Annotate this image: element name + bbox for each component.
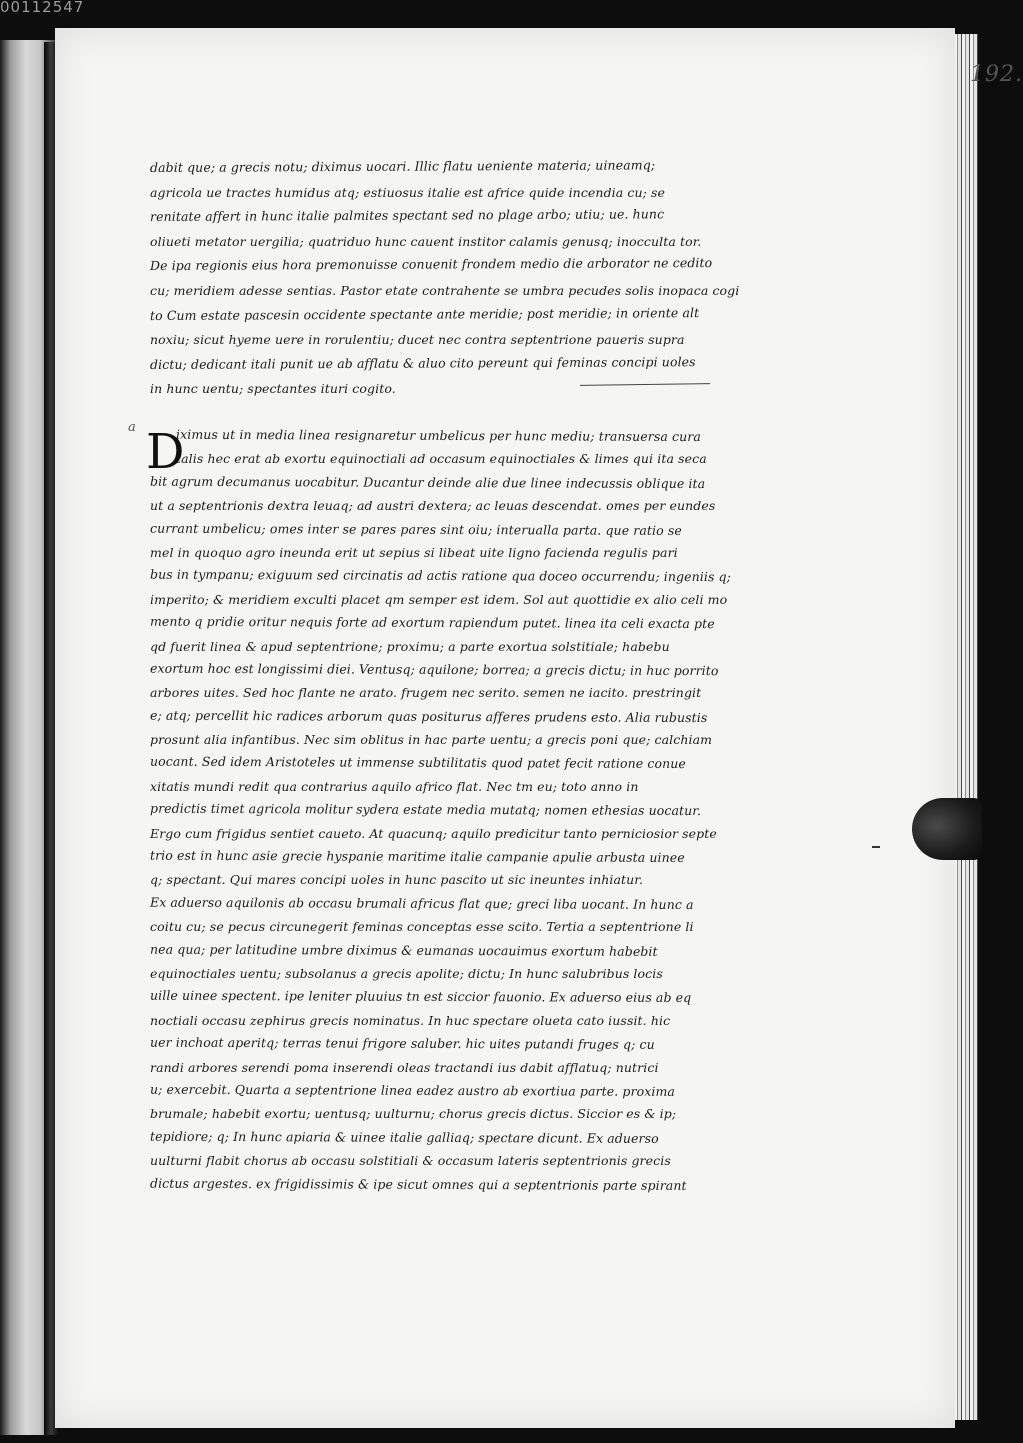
text-line: bus in tympanu; exiguum sed circinatis ad actis ratione qua doceo occurrendu; ingeniis q; <box>149 566 732 585</box>
text-line: xitatis mundi redit qua contrarius aquilo africo flat. Nec tm eu; toto anno in <box>150 778 639 794</box>
holder-thumb <box>912 798 982 860</box>
text-line: dictu; dedicant itali punit ue ab afflatu & aluo cito pereunt qui feminas concipi uoles <box>149 353 696 372</box>
text-line: ut a septentrionis dextra leuaq; ad austri dextera; ac leuas descendat. omes per eundes <box>150 498 716 514</box>
text-line: oliueti metator uergilia; quatriduo hunc cauent institor calamis genusq; inocculta tor. <box>150 233 702 249</box>
text-line: iximus ut in media linea resignaretur umbelicus per hunc mediu; transuersa cura <box>175 426 701 445</box>
text-line: bit agrum decumanus uocabitur. Ducantur deinde alie due linee indecussis oblique ita <box>149 473 706 491</box>
text-line: mento q pridie oritur nequis forte ad exortum rapiendum putet. linea ita celi exacta pte <box>149 613 715 632</box>
text-line: renitate affert in hunc italie palmites spectant sed no plage arbo; utiu; ue. hunc <box>149 206 665 225</box>
text-line: noctiali occasu zephirus grecis nominatus. In huc spectare olueta cato iussit. hic <box>150 1012 671 1028</box>
text-line: brumale; habebit exortu; uentusq; uulturnu; chorus grecis dictus. Siccior es & ip; <box>150 1106 677 1122</box>
text-line: arbores uites. Sed hoc flante ne arato. frugem nec serito. semen ne iacito. prestringit <box>150 685 702 701</box>
scan-identifier: 00112547 <box>0 0 85 16</box>
text-line: e; atq; percellit hic radices arborum quas positurus afferes prudens esto. Alia rubustis <box>149 707 708 725</box>
text-line: uille uinee spectent. ipe leniter pluuius tn est siccior fauonio. Ex aduerso eius ab eq <box>149 988 692 1006</box>
folio-number: 192. <box>970 62 1023 87</box>
text-line: dabit que; a grecis notu; diximus uocari. Illic flatu ueniente materia; uineamq; <box>149 157 656 175</box>
paragraph-1 <box>150 156 775 402</box>
text-line: Ergo cum frigidus sentiet caueto. At quacunq; aquilo predicitur tanto perniciosior septe <box>150 825 717 841</box>
text-line: tepidiore; q; In hunc apiaria & uinee italie galliaq; spectare dicunt. Ex aduerso <box>149 1128 659 1146</box>
text-line: Ex aduerso aquilonis ab occasu brumali africus flat que; greci liba uocant. In hunc a <box>149 894 694 912</box>
text-line: uer inchoat aperitq; terras tenui frigore saluber. hic uites putandi fruges q; cu <box>149 1034 655 1052</box>
text-line: talis hec erat ab exortu equinoctiali ad occasum equinoctiales & limes qui ita seca <box>176 451 707 467</box>
margin-tick-mark <box>872 846 880 848</box>
text-line: qd fuerit linea & apud septentrione; proximu; a parte exortua solstitiale; habebu <box>150 638 670 654</box>
text-line: uulturni flabit chorus ab occasu solstitiali & occasum lateris septentrionis grecis <box>150 1153 671 1169</box>
text-line: noxiu; sicut hyeme uere in rorulentiu; ducet nec contra septentrione paueris supra <box>150 332 685 348</box>
text-line: cu; meridiem adesse sentias. Pastor etate contrahente se umbra pecudes solis inopaca cogi <box>150 282 740 298</box>
margin-annotation: a <box>128 420 136 435</box>
text-line: De ipa regionis eius hora premonuisse conuenit frondem medio die arborator ne cedito <box>149 255 713 274</box>
text-line: exortum hoc est longissimi diei. Ventusq; aquilone; borrea; a grecis dictu; in huc porrito <box>149 660 719 679</box>
text-line: in hunc uentu; spectantes ituri cogito. <box>150 381 396 397</box>
main-text-block <box>146 156 775 1193</box>
text-line: dictus argestes. ex frigidissimis & ipe sicut omnes qui a septentrionis parte spirant <box>149 1175 687 1193</box>
text-line: currant umbelicu; omes inter se pares pares sint oiu; interualla parta. que ratio se <box>149 520 682 538</box>
text-line: equinoctiales uentu; subsolanus a grecis apolite; dictu; In hunc salubribus locis <box>150 965 663 981</box>
text-line: randi arbores serendi poma inserendi oleas tractandi ius dabit afflatuq; nutrici <box>150 1059 659 1075</box>
text-line: u; exercebit. Quarta a septentrione linea eadez austro ab exortiua parte. proxima <box>149 1081 676 1099</box>
text-line: imperito; & meridiem exculti placet qm semper est idem. Sol aut quottidie ex alio celi mo <box>150 591 728 607</box>
text-line: predictis timet agricola molitur sydera estate media mutatq; nomen ethesias uocatur. <box>149 800 702 819</box>
text-line: nea qua; per latitudine umbre diximus & eumanas uocauimus exortum habebit <box>149 941 658 959</box>
text-line: coitu cu; se pecus circunegerit feminas conceptas esse scito. Tertia a septentrione li <box>150 919 694 935</box>
text-line: prosunt alia infantibus. Nec sim oblitus in hac parte uentu; a grecis poni que; calchiam <box>150 732 713 748</box>
decorated-initial: D <box>146 424 185 480</box>
text-line: q; spectant. Qui mares concipi uoles in hunc pascito ut sic ineuntes inhiatur. <box>150 872 644 888</box>
text-line: trio est in hunc asie grecie hyspanie maritime italie campanie apulie arbusta uinee <box>149 847 685 866</box>
text-line: agricola ue tractes humidus atq; estiuosus italie est africe quide incendia cu; se <box>150 184 666 200</box>
paragraph-2 <box>146 424 775 1196</box>
text-line: to Cum estate pascesin occidente spectante ante meridie; post meridie; in oriente alt <box>149 304 700 323</box>
text-line: uocant. Sed idem Aristoteles ut immense subtilitatis quod patet fecit ratione conue <box>149 754 686 772</box>
text-line: mel in quoquo agro ineunda erit ut sepius si libeat uite ligno facienda regulis pari <box>150 544 678 560</box>
